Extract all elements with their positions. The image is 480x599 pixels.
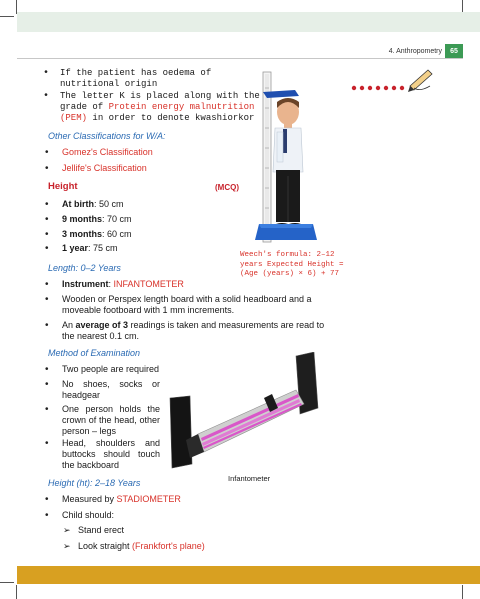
ht-heading: Height (ht): 2–18 Years [48, 478, 141, 488]
top-band [17, 12, 480, 32]
list-item: • Instrument: INFANTOMETER [62, 279, 184, 290]
infantometer-image [168, 352, 334, 470]
list-item: • The letter K is placed along with the grade of Protein energy malnutrition (PEM) in order to denote kwashiorkor [60, 91, 268, 124]
mcq-tag: (MCQ) [215, 183, 239, 192]
bottom-band [17, 566, 480, 584]
crop-mark [0, 582, 14, 583]
list-item: • Measured by STADIOMETER [62, 494, 181, 505]
list-item: • Head, shoulders and buttocks should touch the backboard [62, 438, 160, 471]
list-item: ➢ Stand erect [78, 525, 124, 536]
list-item: • If the patient has oedema of nutritional origin [60, 68, 268, 90]
method-heading: Method of Examination [48, 348, 141, 358]
chapter-title: 4. Anthropometry [388, 48, 442, 55]
page-number: 65 [445, 44, 463, 58]
list-item: • An average of 3 readings is taken and measurements are read to the nearest 0.1 cm. [62, 320, 334, 342]
list-item: • At birth: 50 cm [62, 199, 124, 210]
wa-heading: Other Classifications for W/A: [48, 131, 166, 141]
list-item: • One person holds the crown of the head, other person – legs [62, 404, 160, 437]
list-item: • Child should: [62, 510, 114, 521]
weech-formula: Weech's formula: 2–12 years Expected Height = (Age (years) × 6) + 77 [240, 251, 344, 278]
list-item: • Two people are required [62, 364, 160, 375]
length-heading: Length: 0–2 Years [48, 263, 121, 273]
list-item: • Gomez's Classification [62, 147, 153, 158]
infantometer-caption: Infantometer [228, 474, 271, 483]
list-item: • Wooden or Perspex length board with a solid headboard and a moveable footboard with 1 mm increments. [62, 294, 334, 316]
crop-mark [0, 16, 14, 17]
crop-mark [16, 585, 17, 599]
list-item: • 1 year: 75 cm [62, 243, 118, 254]
list-item: • 3 months: 60 cm [62, 229, 132, 240]
stadiometer-image [255, 68, 345, 250]
list-item: • 9 months: 70 cm [62, 214, 132, 225]
list-item: • Jellife's Classification [62, 163, 147, 174]
pencil-icon [350, 66, 436, 94]
list-item: • No shoes, socks or headgear [62, 379, 160, 401]
height-heading: Height [48, 181, 78, 192]
header-rule [17, 58, 463, 59]
crop-mark [462, 585, 463, 599]
list-item: ➢ Look straight (Frankfort's plane) [78, 541, 205, 552]
